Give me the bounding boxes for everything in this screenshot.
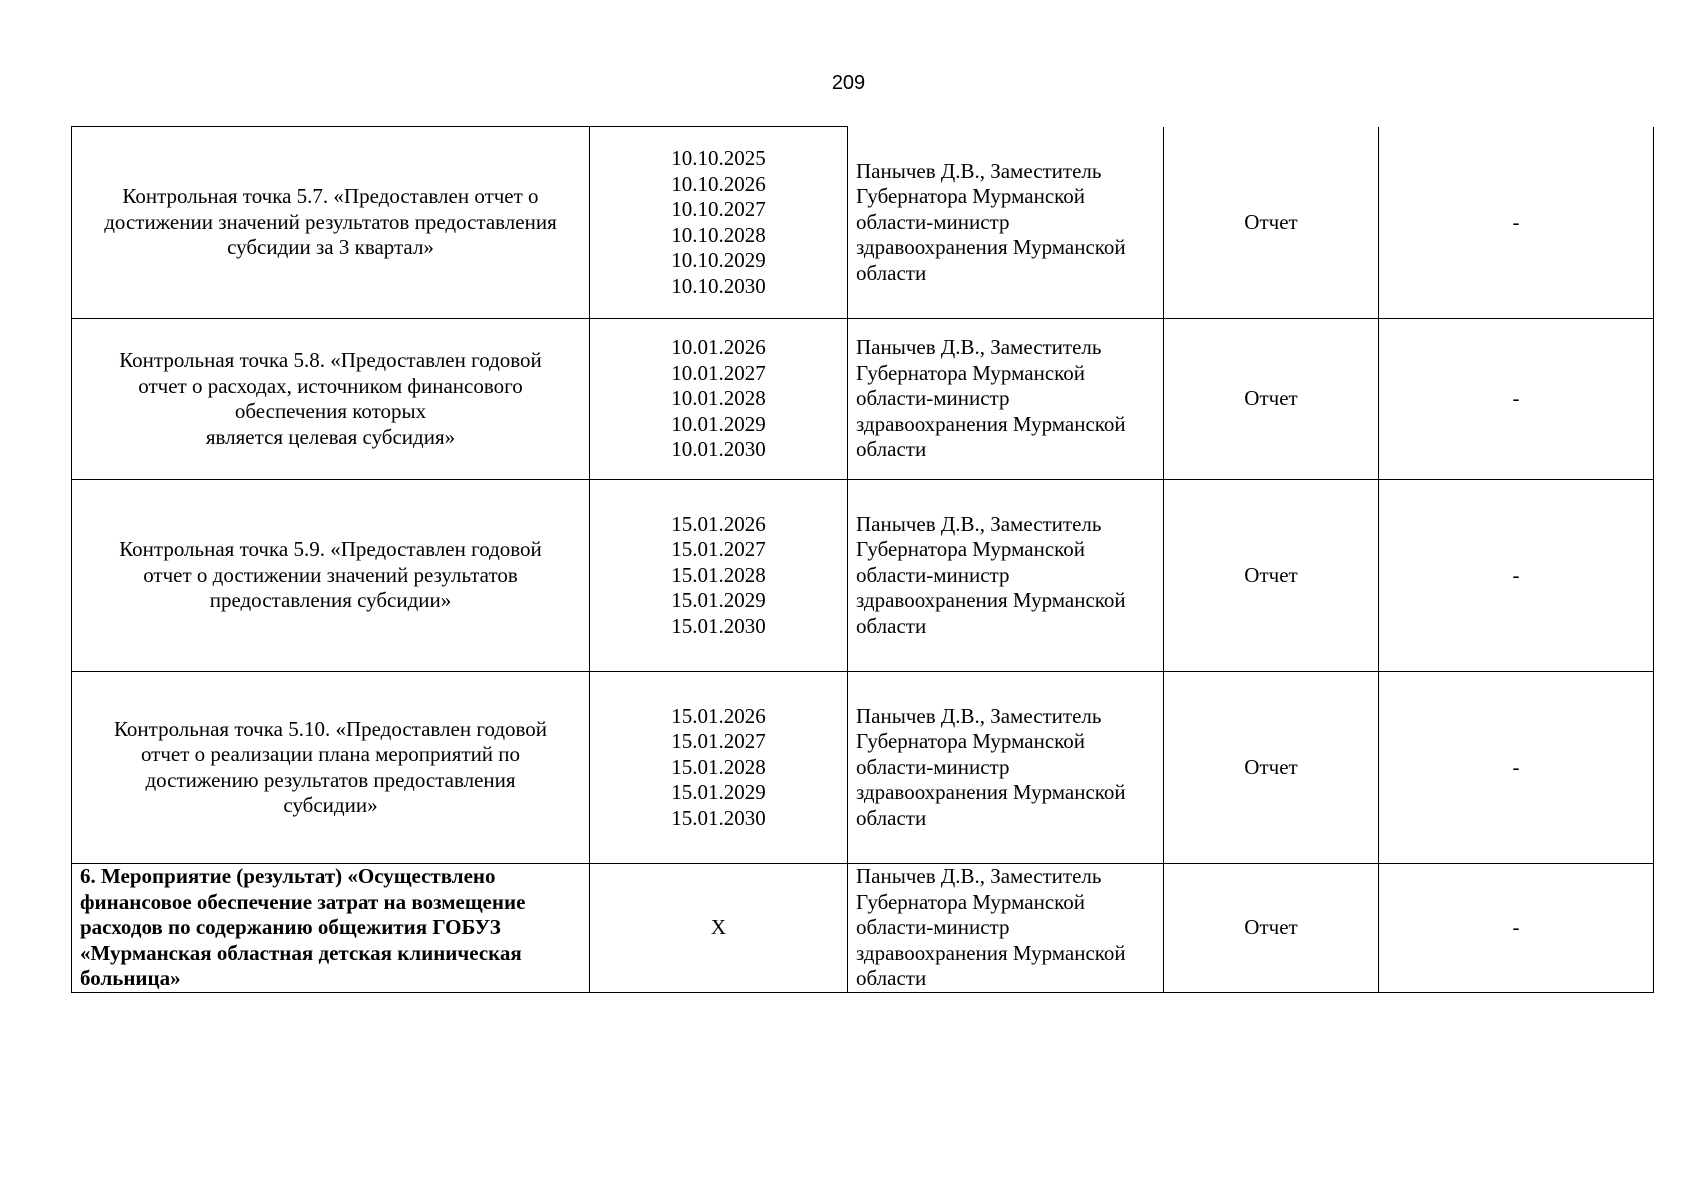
responsible-line: области-министр (856, 386, 1010, 411)
date-value: 15.01.2026 (671, 511, 766, 536)
responsible-line: Губернатора Мурманской (856, 360, 1086, 385)
date-value: 10.01.2026 (671, 335, 766, 360)
date-value: 10.01.2027 (671, 360, 766, 385)
date-value: X (710, 915, 727, 939)
responsible-line: здравоохранения Мурманской (856, 235, 1126, 259)
dates-cell (590, 672, 848, 864)
date-value: 15.01.2029 (671, 588, 766, 613)
date-value: 15.01.2027 (671, 537, 766, 562)
date-value: 10.10.2027 (671, 197, 766, 221)
title-line: Контрольная точка 5.10. «Предоставлен годовой (113, 716, 548, 741)
dates-cell (590, 319, 848, 480)
title-line: больница» (80, 966, 181, 990)
responsible-line: Губернатора Мурманской (856, 729, 1086, 754)
title-line: Контрольная точка 5.7. «Предоставлен отчет о (122, 184, 539, 209)
control-point-title-cell (72, 672, 590, 864)
title-line: 6. Мероприятие (результат) «Осуществлено (80, 864, 496, 888)
responsible-cell (848, 127, 1164, 319)
table-row (72, 480, 1654, 672)
date-value: 10.01.2030 (671, 437, 766, 462)
title-line: финансовое обеспечение затрат на возмещение (80, 889, 526, 914)
date-value: 10.10.2028 (671, 222, 766, 247)
responsible-line: Панычев Д.В., Заместитель (856, 158, 1102, 183)
table-row (72, 672, 1654, 864)
title-line: субсидии за 3 квартал» (227, 235, 434, 260)
responsible-line: области (856, 260, 927, 285)
title-line: отчет о реализации плана мероприятий по (140, 742, 521, 766)
responsible-line: здравоохранения Мурманской (856, 780, 1126, 805)
control-point-title-cell (72, 480, 590, 672)
note-cell: - (1379, 480, 1654, 672)
title-line: является целевая субсидия» (205, 424, 456, 449)
responsible-line: Панычев Д.В., Заместитель (856, 335, 1102, 360)
responsible-line: Панычев Д.В., Заместитель (856, 703, 1102, 728)
date-value: 10.10.2029 (671, 248, 766, 272)
document-type-cell: Отчет (1164, 127, 1379, 319)
responsible-line: области-министр (856, 562, 1010, 587)
title-line: достижении значений результатов предоставления (104, 209, 557, 234)
responsible-cell (848, 319, 1164, 480)
date-value: 15.01.2028 (671, 754, 766, 779)
date-value: 10.10.2026 (671, 171, 766, 196)
responsible-line: области-министр (856, 915, 1010, 939)
responsible-line: области (856, 805, 927, 830)
date-value: 15.01.2029 (671, 780, 766, 805)
page-number: 209 (831, 72, 866, 94)
responsible-cell (848, 864, 1164, 993)
responsible-line: Губернатора Мурманской (856, 537, 1086, 562)
responsible-line: области-министр (856, 209, 1010, 234)
responsible-line: Губернатора Мурманской (856, 889, 1086, 914)
date-value: 10.01.2028 (671, 386, 766, 411)
document-type-cell: Отчет (1164, 480, 1379, 672)
title-line: предоставления субсидии» (209, 588, 452, 613)
control-point-title-cell (72, 319, 590, 480)
responsible-cell (848, 480, 1164, 672)
title-line: расходов по содержанию общежития ГОБУЗ (80, 915, 501, 939)
responsible-line: области (856, 613, 927, 638)
responsible-line: Панычев Д.В., Заместитель (856, 864, 1102, 888)
dates-cell (590, 480, 848, 672)
activity-title-cell (72, 864, 590, 993)
title-line: субсидии» (283, 793, 378, 817)
responsible-line: здравоохранения Мурманской (856, 588, 1126, 613)
table-row (72, 864, 1654, 993)
title-line: «Мурманская областная детская клиническая (80, 940, 522, 965)
note-cell: - (1379, 672, 1654, 864)
title-line: достижению результатов предоставления (145, 767, 516, 792)
date-value: 15.01.2028 (671, 562, 766, 587)
date-value: 15.01.2030 (671, 613, 766, 638)
note-cell: - (1379, 127, 1654, 319)
note-cell: - (1379, 319, 1654, 480)
control-point-title-cell (72, 127, 590, 319)
date-value: 15.01.2030 (671, 805, 766, 830)
control-points-table (71, 126, 1654, 993)
responsible-line: здравоохранения Мурманской (856, 940, 1126, 965)
responsible-line: Панычев Д.В., Заместитель (856, 511, 1102, 536)
responsible-line: Губернатора Мурманской (856, 184, 1086, 208)
responsible-line: здравоохранения Мурманской (856, 411, 1126, 436)
responsible-cell (848, 672, 1164, 864)
document-type-cell: Отчет (1164, 319, 1379, 480)
dates-cell (590, 864, 848, 993)
note-cell: - (1379, 864, 1654, 993)
responsible-line: области (856, 437, 927, 462)
responsible-line: области-министр (856, 754, 1010, 779)
title-line: Контрольная точка 5.8. «Предоставлен годовой (119, 348, 542, 372)
date-value: 10.10.2030 (671, 273, 766, 298)
document-type-cell: Отчет (1164, 864, 1379, 993)
title-line: отчет о достижении значений результатов (143, 562, 518, 587)
table-row (72, 127, 1654, 319)
title-line: Контрольная точка 5.9. «Предоставлен годовой (119, 537, 542, 562)
table-row (72, 319, 1654, 480)
dates-cell (590, 127, 848, 319)
document-type-cell: Отчет (1164, 672, 1379, 864)
responsible-line: области (856, 966, 927, 990)
title-line: отчет о расходах, источником финансового (138, 373, 523, 398)
date-value: 15.01.2026 (671, 703, 766, 728)
date-value: 15.01.2027 (671, 729, 766, 754)
date-value: 10.10.2025 (671, 146, 766, 170)
date-value: 10.01.2029 (671, 411, 766, 436)
title-line: обеспечения которых (234, 399, 427, 423)
